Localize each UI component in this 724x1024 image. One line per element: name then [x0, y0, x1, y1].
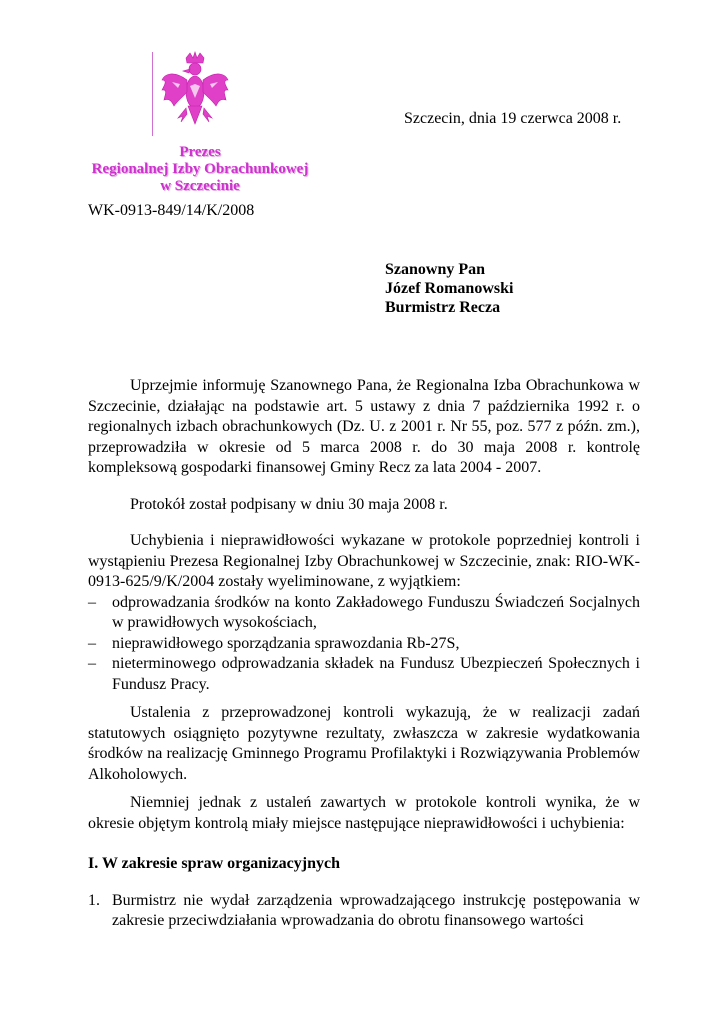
exceptions-list [88, 593, 640, 696]
addressee-block [385, 260, 513, 317]
dash-bullet: – [88, 593, 96, 611]
section-heading: I. W zakresie spraw organizacyjnych [88, 855, 340, 872]
list-item-text: Burmistrz nie wydał zarządzenia wprowadzającego instrukcję postępowania w zakresie przeciwdziałania wprowadzania do obrotu finansowego wartości [112, 891, 640, 929]
list-item [88, 654, 640, 695]
item-number: 1. [88, 891, 100, 909]
list-item [88, 634, 640, 655]
reference-number: WK-0913-849/14/K/2008 [88, 202, 255, 219]
dash-bullet: – [88, 634, 96, 652]
findings-list [88, 891, 640, 932]
list-item-text: nieterminowego odprowadzania składek na Fundusz Ubezpieczeń Społecznych i Fundusz Pracy. [112, 655, 640, 693]
list-item-text: nieprawidłowego sporządzania sprawozdania Rb-27S, [112, 634, 460, 652]
place-date: Szczecin, dnia 19 czerwca 2008 r. [404, 110, 622, 127]
paragraph-findings-issues: Niemniej jednak z ustaleń zawartych w protokole kontroli wynika, że w okresie objętym kontrolą miały miejsce następujące nieprawidłowości i uchybienia: [88, 794, 640, 832]
addressee-title: Burmistrz Recza [385, 299, 501, 316]
dash-bullet: – [88, 655, 96, 672]
list-item [88, 891, 640, 932]
list-item [88, 593, 640, 634]
issuer-line-3: w Szczecinie [160, 178, 240, 194]
addressee-name: Józef Romanowski [385, 280, 514, 297]
paragraph-previous-control: Uchybienia i nieprawidłowości wykazane w protokole poprzedniej kontroli i wystąpieniu Prezesa Regionalnej Izby Obrachunkowej w Szczecinie, znak: RIO-WK-0913-625/9/K/2004 zostały wyeliminowane, z wyjątkiem: [88, 532, 640, 590]
list-item-text: odprowadzania środków na konto Zakładowego Funduszu Świadczeń Socjalnych w prawidłowych wysokościach, [112, 593, 640, 631]
polish-eagle-emblem-icon [150, 50, 240, 136]
paragraph-protocol-signed: Protokół został podpisany w dniu 30 maja 2008 r. [130, 495, 448, 513]
issuer-line-2: Regionalnej Izby Obrachunkowej [91, 161, 309, 177]
issuer-line-1: Prezes [179, 144, 221, 160]
emblem-divider-line [152, 52, 153, 136]
addressee-salutation: Szanowny Pan [385, 261, 486, 278]
paragraph-intro: Uprzejmie informuję Szanownego Pana, że Regionalna Izba Obrachunkowa w Szczecinie, działając na podstawie art. 5 ustawy z dnia 7 października 1992 r. o regionalnych izbach obrachunkowych (Dz. U. z 2001 r. Nr 55, poz. 577 z późn. zm.), przeprowadziła w okresie od 5 marca 2008 r. do 30 maja 2008 r. kontrolę kompleksową gospodarki finansowej Gminy Recz za lata 2004 - 2007. [88, 377, 640, 476]
paragraph-findings-positive: Ustalenia z przeprowadzonej kontroli wykazują, że w realizacji zadań statutowych osiągnięto pozytywne rezultaty, zwłaszcza w zakresie wydatkowania środków na realizację Gminnego Programu Profilaktyki i Rozwiązywania Problemów Alkoholowych. [88, 704, 640, 783]
letter-body [88, 376, 640, 932]
issuer-block [80, 144, 320, 195]
